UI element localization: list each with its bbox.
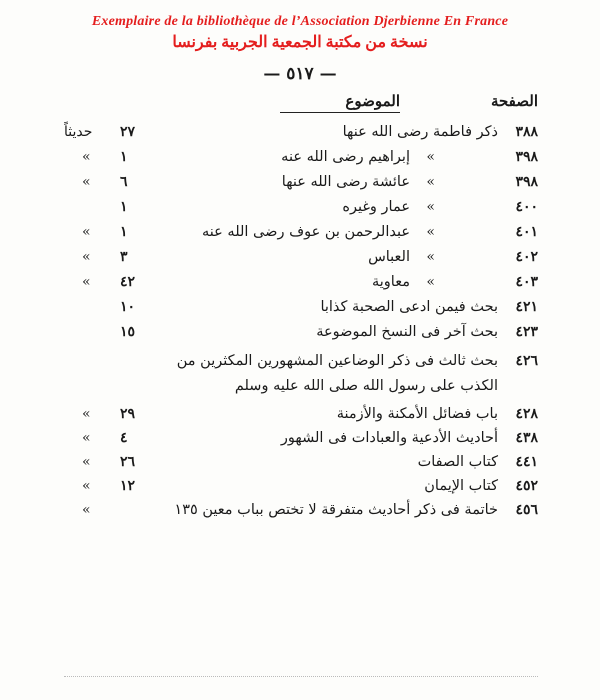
ditto-mark: «	[426, 149, 435, 165]
toc-topic: كتاب الإيمان	[424, 478, 498, 494]
toc-topic: عبدالرحمن بن عوف رضى الله عنه	[202, 224, 410, 240]
toc-topic: أحاديث الأدعية والعبادات فى الشهور	[280, 430, 498, 446]
toc-topic: إبراهيم رضى الله عنه	[281, 149, 410, 165]
hadith-count: ٤	[120, 430, 128, 446]
toc-page-number: ٤٥٢	[515, 478, 538, 494]
toc-row	[0, 478, 600, 502]
ditto-mark: «	[82, 249, 91, 265]
toc-page-number: ٤٥٦	[515, 502, 538, 518]
ditto-mark: «	[426, 224, 435, 240]
bottom-dotted-line	[64, 676, 538, 677]
ditto-mark: «	[426, 199, 435, 215]
hadith-count: ١	[120, 149, 128, 165]
toc-row	[0, 430, 600, 454]
toc-topic: باب فضائل الأمكنة والأزمنة	[336, 406, 498, 422]
toc-row	[0, 124, 600, 148]
ditto-mark: «	[82, 406, 91, 422]
ditto-mark: «	[426, 174, 435, 190]
toc-page-number: ٣٨٨	[515, 124, 538, 140]
hadith-label: حديثاً	[64, 124, 93, 140]
hadith-count: ١	[120, 224, 128, 240]
toc-row	[0, 149, 600, 173]
toc-topic: معاوية	[372, 274, 410, 290]
toc-page-number: ٤٤١	[515, 454, 538, 470]
watermark-arabic: نسخة من مكتبة الجمعية الجربية بفرنسا	[172, 34, 428, 51]
hadith-count: ١٥	[120, 324, 136, 340]
ditto-mark: «	[82, 478, 91, 494]
hadith-count: ٣	[120, 249, 128, 265]
ditto-mark: «	[426, 274, 435, 290]
hadith-count: ٦	[120, 174, 128, 190]
toc-topic: عمار وغيره	[342, 199, 410, 215]
toc-topic: عائشة رضى الله عنها	[281, 174, 410, 190]
hadith-count: ١٢	[120, 478, 136, 494]
toc-topic: كتاب الصفات	[417, 454, 498, 470]
toc-page-number: ٤٠٣	[515, 274, 538, 290]
ditto-mark: «	[82, 274, 91, 290]
toc-page-number: ٤٠٠	[515, 199, 538, 215]
toc-topic: العباس	[368, 249, 410, 265]
toc-page-number: ٤٢٦	[515, 353, 538, 369]
toc-page-number: ٤٣٨	[515, 430, 538, 446]
hadith-count: ١	[120, 199, 128, 215]
page-number: — ٥١٧ —	[263, 64, 337, 84]
toc-page-number: ٤٢١	[515, 299, 538, 315]
toc-row	[0, 502, 600, 526]
toc-row	[0, 199, 600, 223]
ditto-mark: «	[82, 430, 91, 446]
ditto-mark: «	[82, 224, 91, 240]
hadith-count: ٢٩	[120, 406, 136, 422]
toc-row	[0, 378, 600, 402]
toc-page-number: ٤٢٣	[515, 324, 538, 340]
toc-topic: بحث آخر فى النسخ الموضوعة	[316, 324, 498, 340]
toc-row	[0, 324, 600, 348]
watermark-french: Exemplaire de la bibliothèque de l’Association Djerbienne En France	[91, 14, 509, 29]
ditto-mark: «	[82, 454, 91, 470]
toc-page-number: ٤٢٨	[515, 406, 538, 422]
toc-row	[0, 174, 600, 198]
toc-page-number: ٣٩٨	[515, 149, 538, 165]
ditto-mark: «	[426, 249, 435, 265]
header-page: الصفحة	[490, 92, 538, 110]
toc-row	[0, 274, 600, 298]
toc-row	[0, 249, 600, 273]
toc-row	[0, 406, 600, 430]
toc-row	[0, 353, 600, 377]
hadith-count: ٢٦	[120, 454, 136, 470]
toc-row	[0, 454, 600, 478]
hadith-count: ١٠	[120, 299, 136, 315]
toc-page-number: ٤٠٢	[515, 249, 538, 265]
toc-row	[0, 224, 600, 248]
ditto-mark: «	[82, 149, 91, 165]
toc-topic: بحث ثالث فى ذكر الوضاعين المشهورين المكثرين من	[176, 353, 498, 369]
toc-page-number: ٣٩٨	[515, 174, 538, 190]
toc-row	[0, 299, 600, 323]
header-topic: الموضوع	[280, 92, 400, 113]
toc-topic: الكذب على رسول الله صلى الله عليه وسلم	[234, 378, 498, 394]
hadith-count: ٤٢	[120, 274, 136, 290]
toc-topic: ذكر فاطمة رضى الله عنها	[342, 124, 498, 140]
ditto-mark: «	[82, 502, 91, 518]
ditto-mark: «	[82, 174, 91, 190]
hadith-count: ٢٧	[120, 124, 136, 140]
toc-page-number: ٤٠١	[515, 224, 538, 240]
toc-topic: خاتمة فى ذكر أحاديث متفرقة لا تختص بباب معين ١٣٥	[174, 502, 498, 518]
toc-topic: بحث فيمن ادعى الصحبة كذابا	[320, 299, 498, 315]
